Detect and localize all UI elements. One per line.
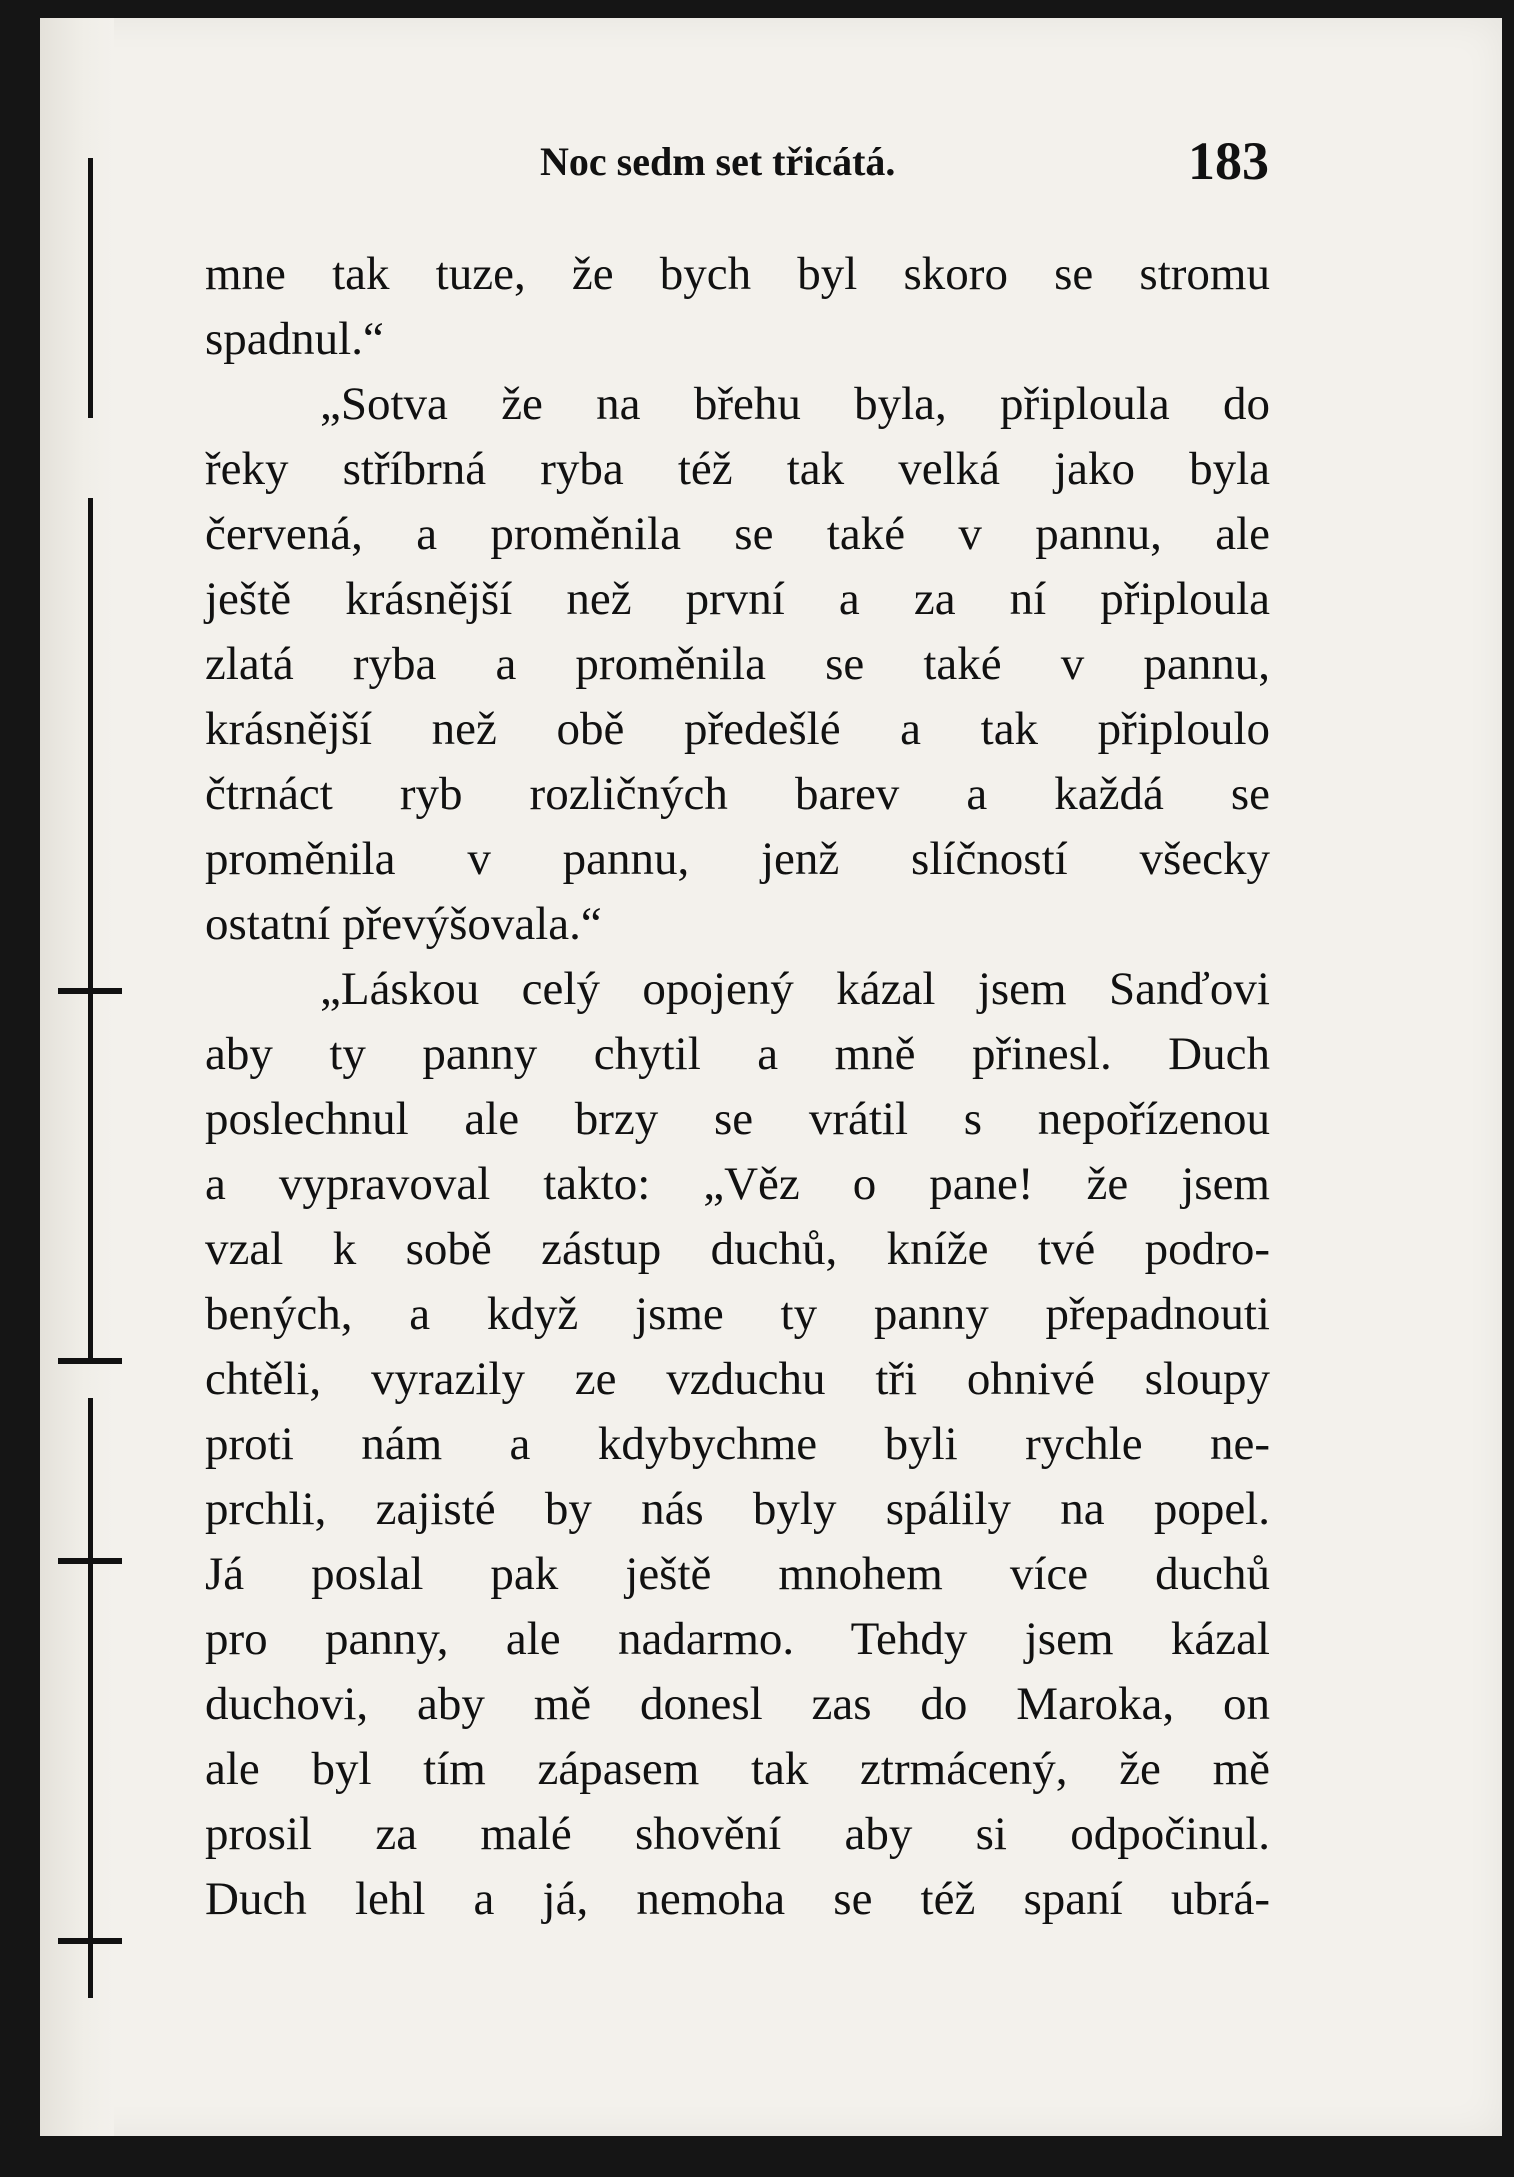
- running-head: Noc sedm set třicátá.: [540, 139, 896, 184]
- text-line: chtěli, vyrazily ze vzduchu tři ohnivé sloupy: [205, 1353, 1270, 1405]
- text-line: Duch lehl a já, nemoha se též spaní ubrá-: [205, 1873, 1270, 1925]
- text-line: proti nám a kdybychme byli rychle ne-: [205, 1418, 1270, 1470]
- text-line: spadnul.“: [205, 313, 384, 365]
- text-line: vzal k sobě zástup duchů, kníže tvé podro-: [205, 1223, 1270, 1275]
- text-line: řeky stříbrná ryba též tak velká jako byla: [205, 443, 1270, 495]
- text-line: poslechnul ale brzy se vrátil s nepořízenou: [205, 1093, 1270, 1145]
- page-number: 183: [1188, 131, 1269, 191]
- text-line: čtrnáct ryb rozličných barev a každá se: [205, 768, 1270, 820]
- text-line: aby ty panny chytil a mně přinesl. Duch: [205, 1028, 1270, 1080]
- text-line: „Sotva že na břehu byla, připloula do: [320, 378, 1270, 430]
- margin-mark: [58, 1938, 122, 1944]
- page-binding-edge: [40, 18, 114, 2136]
- text-line: pro panny, ale nadarmo. Tehdy jsem kázal: [205, 1613, 1270, 1665]
- text-line: ostatní převýšovala.“: [205, 898, 602, 950]
- text-line: bených, a když jsme ty panny přepadnouti: [205, 1288, 1270, 1340]
- text-line: krásnější než obě předešlé a tak připloulo: [205, 703, 1270, 755]
- margin-line: [88, 158, 93, 418]
- margin-mark: [58, 988, 122, 994]
- text-line: prchli, zajisté by nás byly spálily na popel.: [205, 1483, 1270, 1535]
- text-line: červená, a proměnila se také v pannu, ale: [205, 508, 1270, 560]
- text-line: Já poslal pak ještě mnohem více duchů: [205, 1548, 1270, 1600]
- margin-line: [88, 1398, 93, 1998]
- text-line: zlatá ryba a proměnila se také v pannu,: [205, 638, 1270, 690]
- text-line: a vypravoval takto: „Věz o pane! že jsem: [205, 1158, 1270, 1210]
- text-line: ještě krásnější než první a za ní připloula: [205, 573, 1270, 625]
- text-line: proměnila v pannu, jenž slíčností všecky: [205, 833, 1270, 885]
- text-line: mne tak tuze, že bych byl skoro se stromu: [205, 248, 1270, 300]
- margin-line: [88, 498, 93, 1358]
- text-line: ale byl tím zápasem tak ztrmácený, že mě: [205, 1743, 1270, 1795]
- margin-mark: [58, 1558, 122, 1564]
- margin-mark: [58, 1358, 122, 1364]
- text-line: prosil za malé shovění aby si odpočinul.: [205, 1808, 1270, 1860]
- text-line: duchovi, aby mě donesl zas do Maroka, on: [205, 1678, 1270, 1730]
- text-line: „Láskou celý opojený kázal jsem Sanďovi: [320, 963, 1270, 1015]
- body-text: [205, 242, 1270, 1932]
